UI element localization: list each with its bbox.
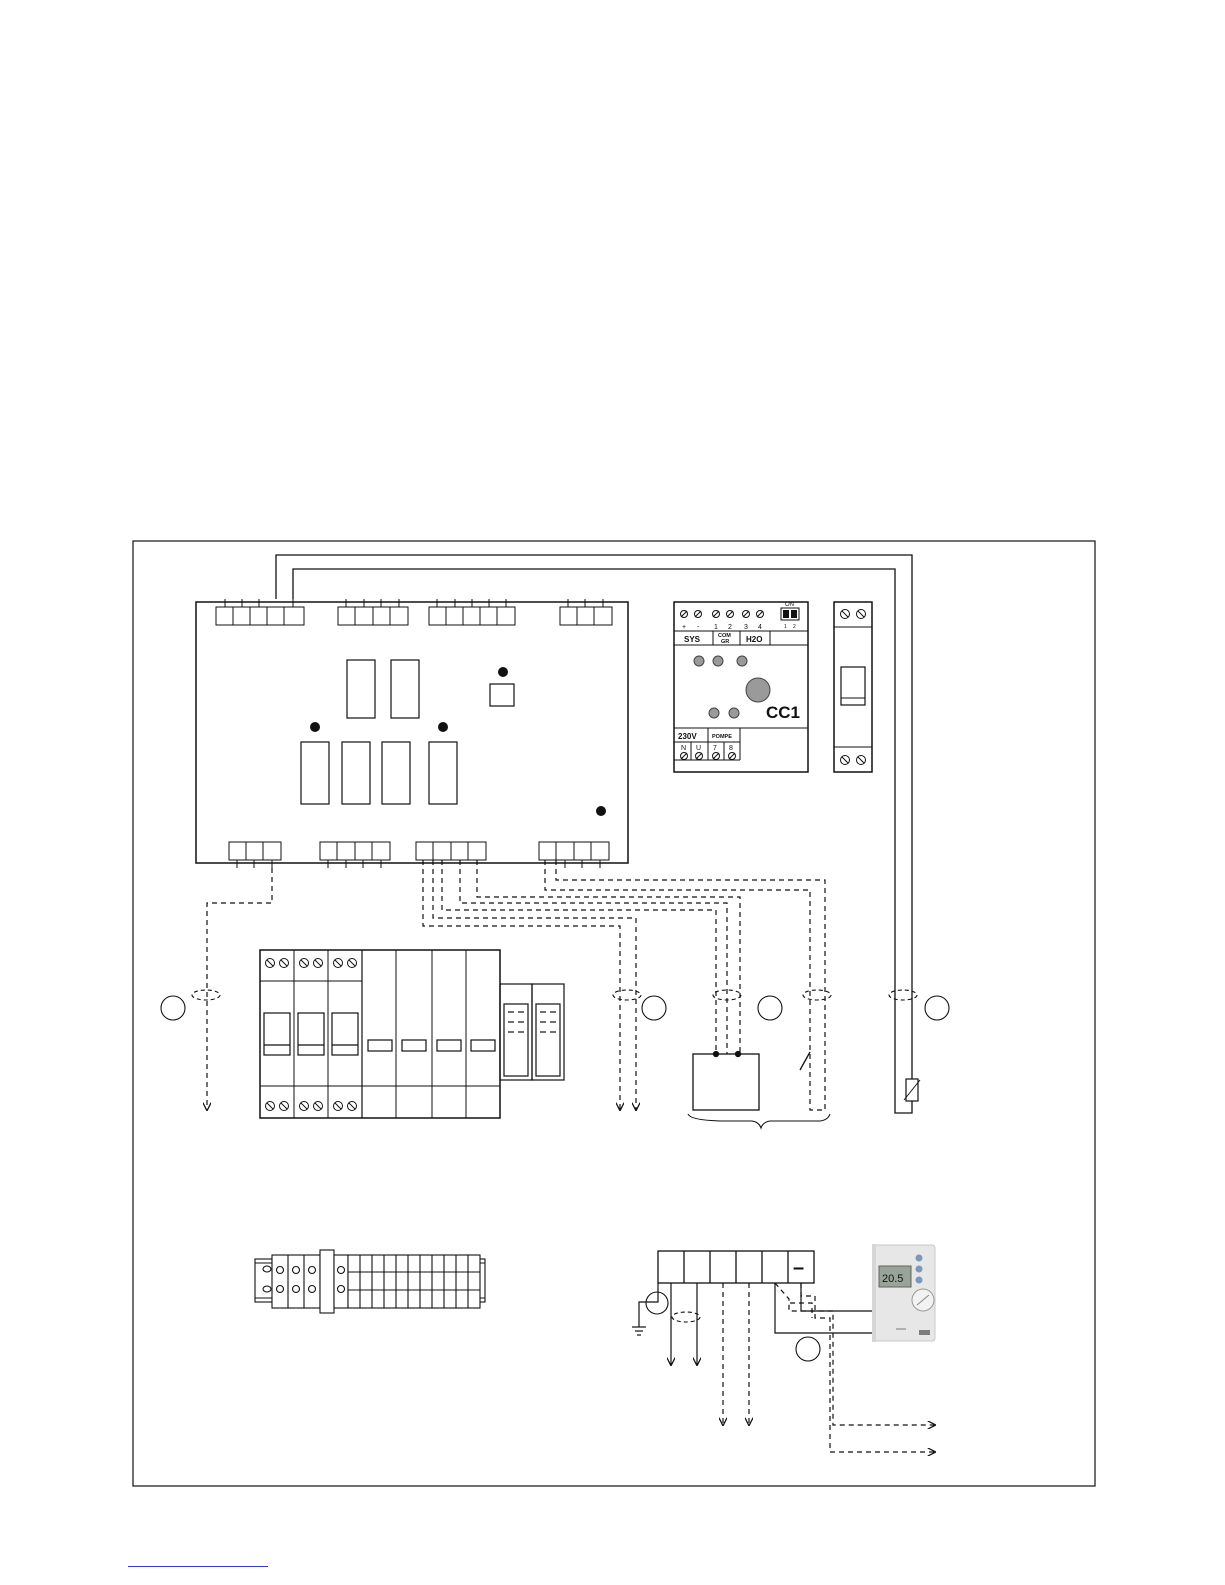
thermostat-display: 20.5: [882, 1273, 904, 1285]
sensor-wires: [276, 555, 912, 1113]
cc1-terminal-1: 1: [714, 624, 718, 631]
circuit-breaker-toggle[interactable]: [841, 667, 865, 705]
board-top-connector-3: [429, 599, 515, 625]
dashed-wiring: [207, 860, 825, 1110]
sensor-thermistor: [904, 1079, 920, 1101]
cc1-adjust-knob[interactable]: [746, 678, 770, 702]
connection-solid-wires: [632, 1283, 872, 1365]
board-bottom-connector-2: [320, 842, 390, 868]
connection-block: [658, 1251, 814, 1283]
room-thermostat[interactable]: [872, 1244, 935, 1342]
cc1-terminal-7: 7: [713, 745, 717, 752]
cc1-terminal-u: U: [696, 745, 702, 752]
board-bottom-connector-1: [229, 842, 281, 868]
callout-circle-4: [925, 996, 949, 1020]
cable-markers: [161, 990, 949, 1020]
circuit-breaker: [834, 602, 872, 772]
load-device: [693, 1052, 759, 1111]
cc1-dip-switch[interactable]: [781, 608, 799, 620]
board-relays: [301, 660, 514, 804]
connection-markers: [646, 1292, 820, 1361]
cc1-terminal-minus: -: [697, 624, 700, 631]
board-bottom-connector-4: [539, 842, 609, 868]
board-top-connector-1: [216, 599, 304, 625]
board-top-connector-4: [560, 599, 612, 625]
cc1-labels: [678, 602, 800, 752]
callout-circle-2: [642, 996, 666, 1020]
din-relays: [500, 984, 564, 1080]
cc1-group-sys: SYS: [684, 635, 701, 644]
thermostat-button-1[interactable]: [916, 1255, 923, 1262]
thermostat-logo: [919, 1330, 930, 1335]
cc1-module: [674, 602, 808, 772]
callout-circle-5: [646, 1292, 668, 1314]
cc1-dip-on-label: ON: [785, 602, 794, 608]
cc1-terminal-2: 2: [728, 624, 732, 631]
contact-switch: [800, 1052, 810, 1070]
cc1-terminal-n: N: [681, 745, 687, 752]
din-breaker-block: [260, 950, 564, 1118]
cc1-supply-label: 230V: [678, 732, 697, 741]
footer-underline: [128, 1566, 268, 1567]
cc1-terminal-4: 4: [758, 624, 762, 631]
minus-terminal-label: –: [793, 1257, 805, 1279]
board-bottom-connector-3: [416, 842, 486, 860]
callout-circle-1: [161, 996, 185, 1020]
thermostat-button-2[interactable]: [916, 1266, 923, 1273]
callout-circle-6: [796, 1337, 820, 1361]
group-brace: [688, 1114, 830, 1128]
cc1-top-screws: [681, 611, 764, 618]
cc1-terminal-3: 3: [744, 624, 748, 631]
main-control-board: [196, 599, 628, 868]
cc1-group-gr: GR: [721, 639, 730, 645]
cc1-leds: [694, 656, 747, 718]
cc1-group-com: COM: [718, 633, 731, 639]
din-breaker-toggles[interactable]: [264, 1013, 495, 1055]
callout-circle-3: [758, 996, 782, 1020]
cc1-terminal-plus: +: [682, 624, 687, 631]
cc1-group-h2o: H2O: [746, 635, 763, 644]
terminal-strip: [255, 1250, 485, 1313]
thermostat-button-3[interactable]: [916, 1277, 923, 1284]
cc1-terminal-8: 8: [729, 745, 733, 752]
cc1-title: CC1: [766, 703, 801, 722]
board-top-connector-2: [338, 599, 408, 625]
cc1-pump-label: POMPE: [712, 734, 732, 740]
cc1-dip-num-1: 1: [784, 624, 787, 630]
cc1-dip-num-2: 2: [793, 624, 796, 630]
